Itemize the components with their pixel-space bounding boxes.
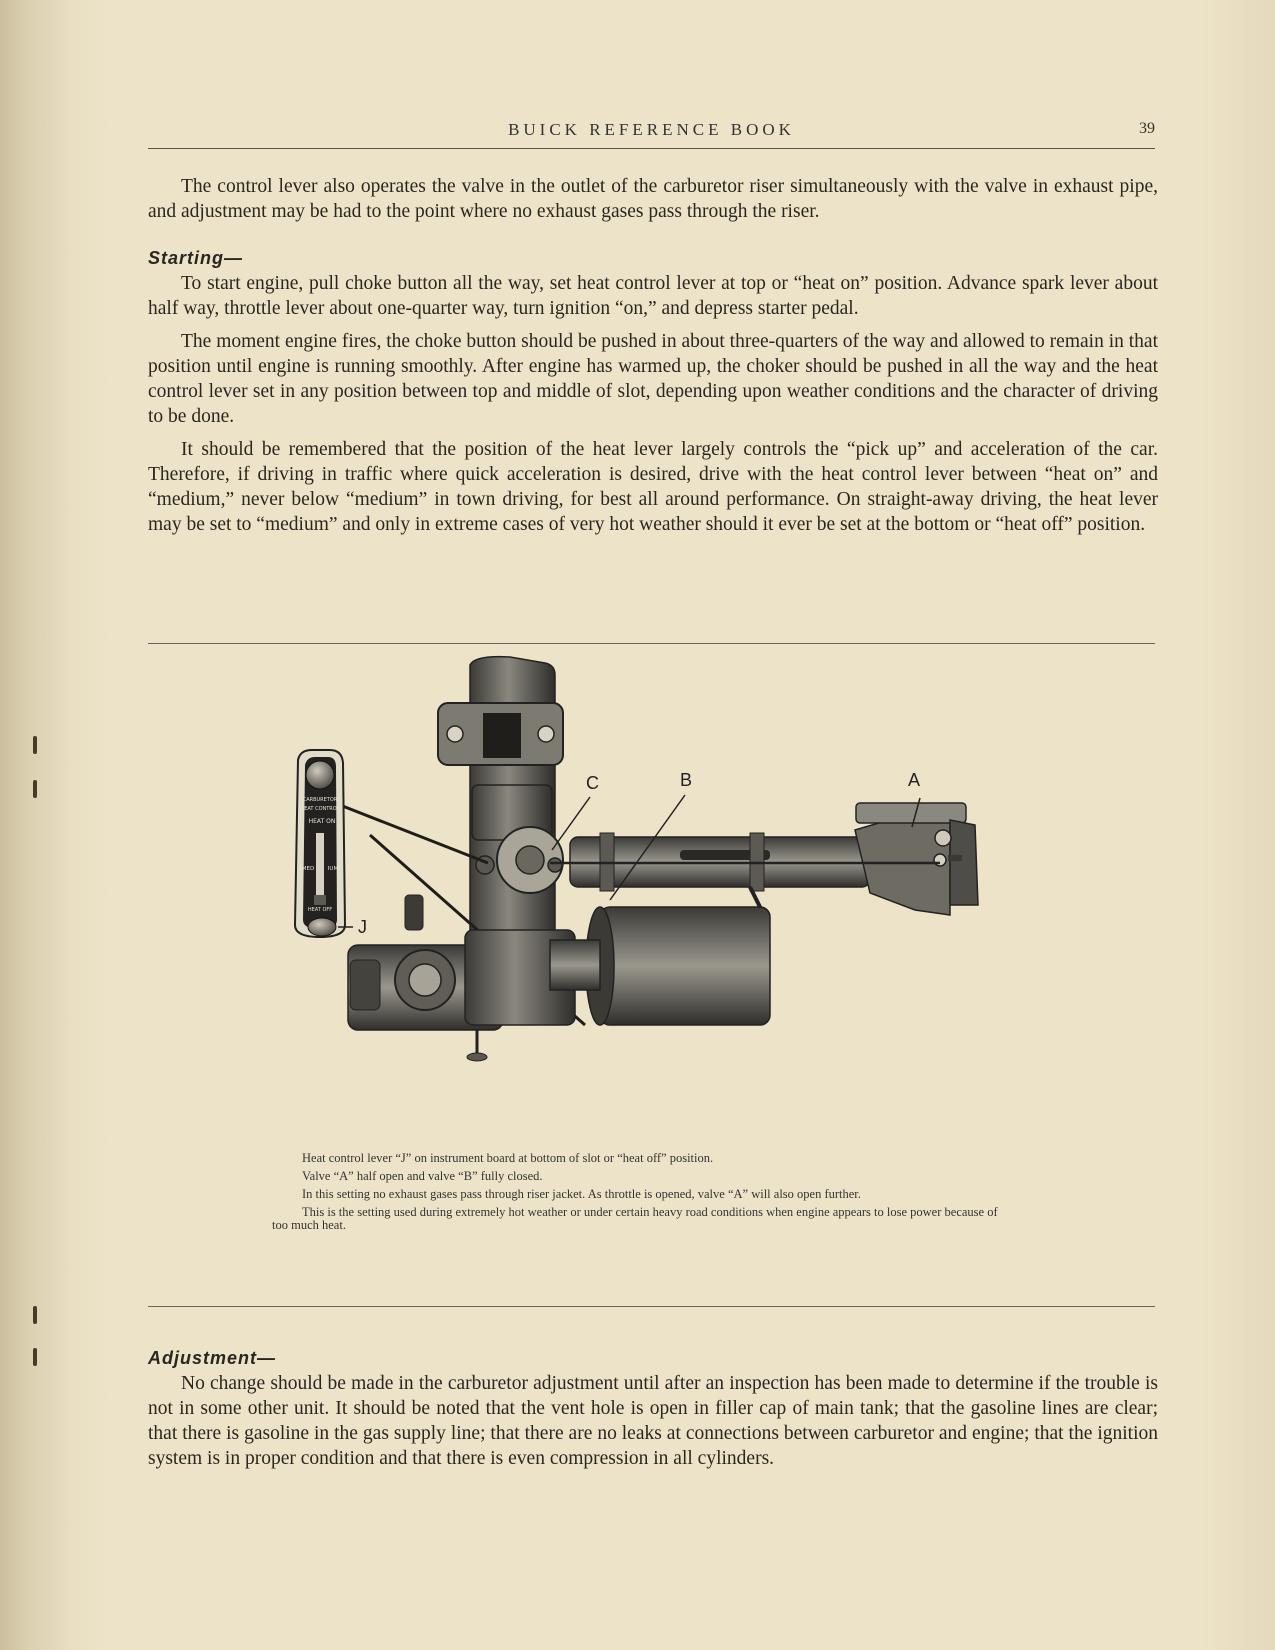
adjustment-section bbox=[148, 1346, 1158, 1479]
book-title: BUICK REFERENCE BOOK bbox=[508, 120, 795, 139]
label-a: A bbox=[908, 770, 921, 790]
binding-mark bbox=[33, 780, 37, 798]
adjustment-heading: Adjustment— bbox=[148, 1348, 276, 1368]
binding-mark bbox=[33, 736, 37, 754]
main-text bbox=[148, 174, 1158, 545]
caption-2: Valve “A” half open and valve “B” fully closed. bbox=[302, 1169, 543, 1183]
dial-medium-right-text: IUM bbox=[327, 866, 339, 872]
caption-3: In this setting no exhaust gases pass through riser jacket. As throttle is opened, valve “A” will also open further. bbox=[302, 1187, 861, 1201]
carburetor-illustration bbox=[250, 655, 1050, 1125]
carburetor-figure bbox=[250, 655, 1050, 1125]
caption-4: This is the setting used during extremely hot weather or under certain heavy road conditions when engine appears to lose power because of too much heat. bbox=[272, 1205, 998, 1232]
heat-control-dial bbox=[295, 750, 345, 937]
figure-top-rule bbox=[148, 643, 1155, 644]
starting-paragraph-3: It should be remembered that the position of the heat lever largely controls the “pick up” and acceleration of the car. Therefore, if driving in traffic where quick acceleration is desired, drive with the heat control lever between “heat on” and “medium,” never below “medium” in town driving, for best all around performance. On straight-away driving, the heat lever may be set to “medium” and only in extreme cases of very hot weather should it ever be set at the bottom or “heat off” position. bbox=[148, 439, 1158, 535]
starting-paragraph-2: The moment engine fires, the choke button should be pushed in about three-quarters of the way and allowed to remain in that position until engine is running smoothly. After engine has warmed up, the choker should be pushed in all the way and the heat control lever set in any position between top and middle of slot, depending upon weather conditions and the character of driving to be done. bbox=[148, 331, 1158, 427]
dial-heat-off-text: HEAT OFF bbox=[307, 907, 333, 913]
exhaust-pipe bbox=[570, 833, 870, 917]
label-c: C bbox=[586, 773, 599, 793]
label-b: B bbox=[680, 770, 693, 790]
dial-heat-on-text: HEAT ON bbox=[308, 818, 336, 825]
binding-mark bbox=[33, 1306, 37, 1324]
binding-mark bbox=[33, 1348, 37, 1366]
page-number: 39 bbox=[1139, 120, 1155, 137]
figure-captions bbox=[272, 1152, 1012, 1237]
starting-paragraph-1: To start engine, pull choke button all the way, set heat control lever at top or “heat on” position. Advance spark lever about half way, throttle lever about one-quarter way, turn ignition “on,” and depress starter pedal. bbox=[148, 273, 1158, 319]
exhaust-elbow bbox=[855, 803, 978, 915]
starting-heading: Starting— bbox=[148, 248, 244, 268]
dial-middle-text: HEAT CONTROL bbox=[300, 806, 340, 812]
dial-top-text: CARBURETOR bbox=[302, 797, 338, 803]
caption-1: Heat control lever “J” on instrument board at bottom of slot or “heat off” position. bbox=[302, 1151, 714, 1165]
intro-paragraph: The control lever also operates the valve in the outlet of the carburetor riser simultaneously with the valve in exhaust pipe, and adjustment may be had to the point where no exhaust gases pass through the riser. bbox=[148, 176, 1158, 222]
adjustment-paragraph: No change should be made in the carburetor adjustment until after an inspection has been made to determine if the trouble is not in some other unit. It should be noted that the vent hole is open in filler cap of main tank; that the gasoline lines are clear; that there is gasoline in the gas supply line; that there are no leaks at connections between carburetor and engine; that the ignition system is in proper condition and that there is even compression in all cylinders. bbox=[148, 1373, 1158, 1469]
dial-medium-left-text: MED bbox=[301, 866, 315, 872]
running-head bbox=[148, 118, 1155, 149]
figure-bottom-rule bbox=[148, 1306, 1155, 1307]
air-cleaner bbox=[550, 907, 770, 1025]
label-j: J bbox=[358, 917, 367, 937]
book-spine-shadow bbox=[0, 0, 70, 1650]
